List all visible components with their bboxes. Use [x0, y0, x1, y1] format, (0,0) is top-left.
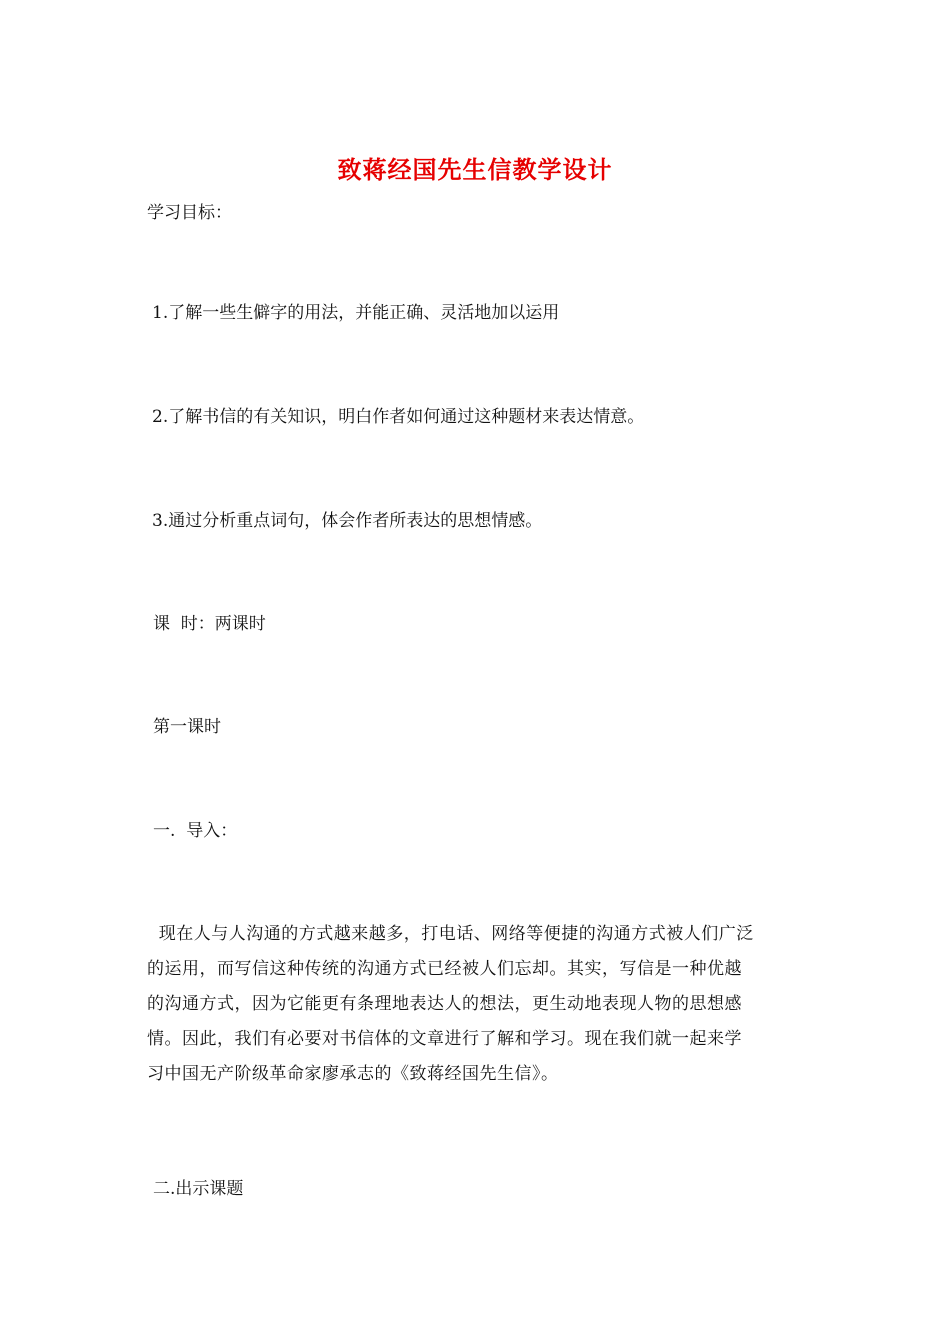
- objective-item-2: 2.了解书信的有关知识，明白作者如何通过这种题材来表达情意。: [152, 407, 645, 427]
- objective-item-3: 3.通过分析重点词句，体会作者所表达的思想情感。: [152, 511, 543, 531]
- intro-paragraph: [147, 917, 807, 1092]
- document-title: 致蒋经国先生信教学设计: [337, 155, 613, 184]
- intro-line-4: 情。因此，我们有必要对书信体的文章进行了解和学习。现在我们就一起来学: [147, 1029, 742, 1049]
- first-lesson-heading: 第一课时: [153, 717, 221, 737]
- intro-line-5: 习中国无产阶级革命家廖承志的《致蒋经国先生信》。: [147, 1064, 559, 1084]
- objectives-label: 学习目标：: [147, 203, 232, 223]
- class-hours: 课 时：两课时: [153, 614, 266, 634]
- section-two-heading: 二.出示课题: [153, 1179, 244, 1199]
- objective-item-1: 1.了解一些生僻字的用法，并能正确、灵活地加以运用: [152, 303, 560, 323]
- section-one-heading: 一. 导入：: [153, 821, 238, 841]
- intro-line-1: 现在人与人沟通的方式越来越多，打电话、网络等便捷的沟通方式被人们广泛: [147, 924, 754, 944]
- intro-line-2: 的运用，而写信这种传统的沟通方式已经被人们忘却。其实，写信是一种优越: [147, 959, 742, 979]
- intro-line-3: 的沟通方式，因为它能更有条理地表达人的想法，更生动地表现人物的思想感: [147, 994, 742, 1014]
